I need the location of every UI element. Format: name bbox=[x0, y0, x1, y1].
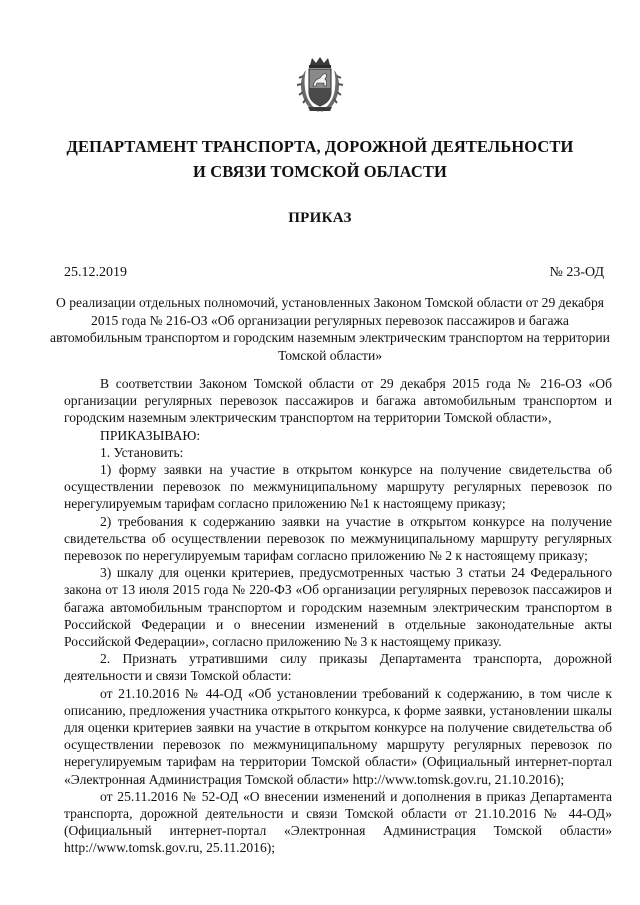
organization-name-line2: И СВЯЗИ ТОМСКОЙ ОБЛАСТИ bbox=[193, 162, 447, 181]
clause-1-3: 3) шкалу для оценки критериев, предусмотренных частью 3 статьи 24 Федерального закона от 13 июля 2015 года № 220-ФЗ «Об организации регулярных перевозок пассажиров и багажа автомобильным транспортом и городским наземным электрическим транспортом в Российской Федерации и о внесении изменений в отдельные законодательные акты Российской Федерации», согласно приложению № 3 к настоящему приказу. bbox=[64, 565, 612, 650]
organization-name-line1: ДЕПАРТАМЕНТ ТРАНСПОРТА, ДОРОЖНОЙ ДЕЯТЕЛЬНОСТИ bbox=[66, 137, 574, 156]
preamble-paragraph: В соответствии Законом Томской области от 29 декабря 2015 года № 216-ОЗ «Об организации регулярных перевозок пассажиров и багажа автомобильным транспортом и городским наземным электрическим транспортом на территории Томской области», bbox=[64, 376, 612, 426]
clause-2-item-2: от 25.11.2016 № 52-ОД «О внесении изменений и дополнения в приказ Департамента транспорта, дорожной деятельности и связи Томской области от 21.10.2016 № 44-ОД» (Официальный интернет-портал «Электронная Администрация Томской области» http://www.tomsk.gov.ru, 25.11.2016); bbox=[64, 788, 612, 856]
clause-1-1: 1) форму заявки на участие в открытом конкурсе на получение свидетельства об осуществлении перевозок по межмуниципальному маршруту регулярных перевозок по нерегулируемым тарифам согласно приложению №1 к настоящему приказу; bbox=[64, 462, 612, 512]
document-number: № 23-ОД bbox=[549, 265, 604, 280]
document-subject: О реализации отдельных полномочий, установленных Законом Томской области от 29 декабря 2015 года № 216-ОЗ «Об организации регулярных перевозок пассажиров и багажа автомобильным транспортом и городским наземным электрическим транспортом на территории Томской области» bbox=[50, 295, 610, 363]
document-type: ПРИКАЗ bbox=[288, 210, 352, 226]
order-keyword: ПРИКАЗЫВАЮ: bbox=[100, 427, 201, 443]
tomsk-coat-of-arms-icon bbox=[296, 56, 344, 114]
clause-2-heading: 2. Признать утратившими силу приказы Департамента транспорта, дорожной деятельности и связи Томской области: bbox=[64, 651, 612, 684]
clause-1-heading: 1. Установить: bbox=[100, 444, 184, 460]
clause-1-2: 2) требования к содержанию заявки на участие в открытом конкурсе на получение свидетельства об осуществлении перевозок по межмуниципальному маршруту регулярных перевозок по нерегулируемым тарифам согласно приложению № 2 к настоящему приказу; bbox=[64, 513, 612, 564]
clause-2-item-1: от 21.10.2016 № 44-ОД «Об установлении требований к содержанию, в том числе к описанию, предложения участника открытого конкурса, к форме заявки, установлении шкалы для оценки критериев заявки на участие в открытом конкурсе на получение свидетельства об осуществлении перевозок по межмуниципальному маршруту регулярных перевозок по нерегулируемым тарифам на территории Томской области» (Официальный интернет-портал «Электронная Администрация Томской области» http://www.tomsk.gov.ru, 21.10.2016); bbox=[64, 685, 612, 787]
document-body bbox=[64, 375, 612, 857]
document-date: 25.12.2019 bbox=[64, 265, 127, 280]
